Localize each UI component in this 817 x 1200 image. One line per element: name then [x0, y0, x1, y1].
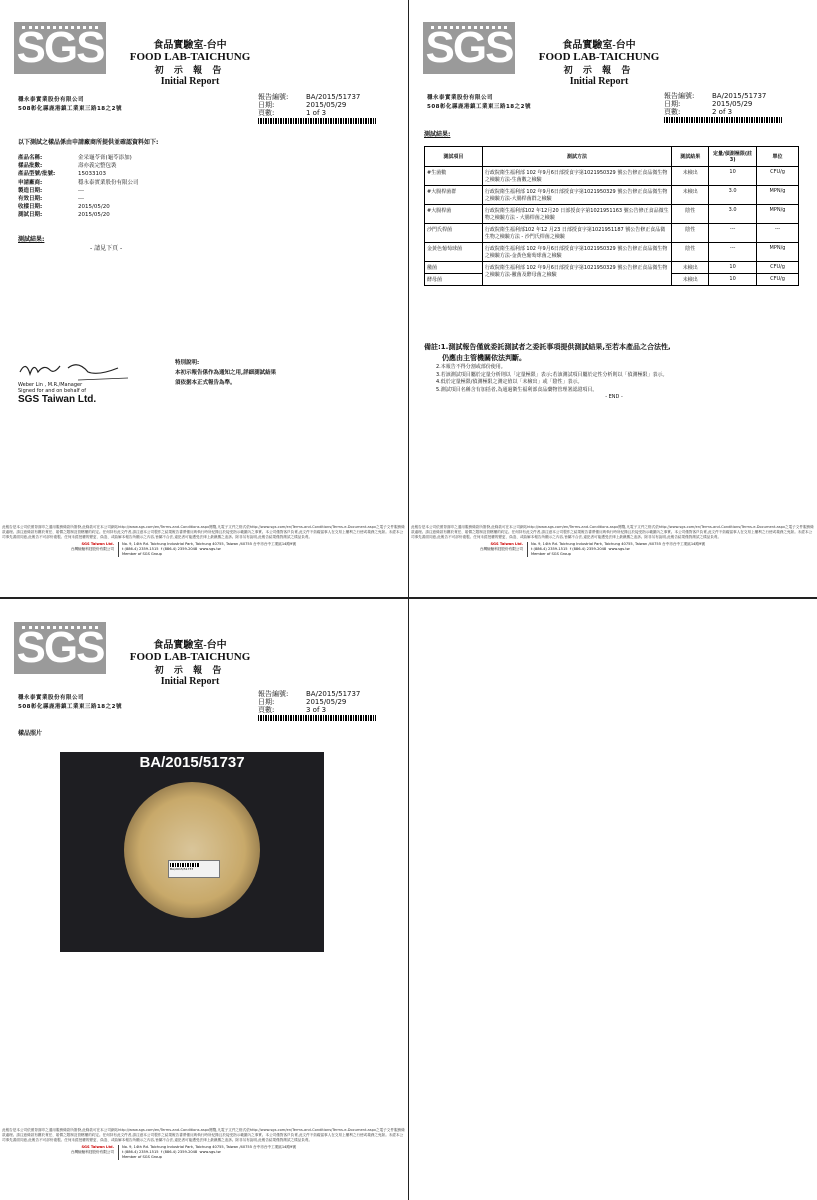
report-date-label: 日期:: [258, 101, 275, 109]
cell-result: 陰性: [672, 224, 709, 243]
remark-line: 仍應由主管機關依法判斷。: [442, 354, 526, 362]
info-row: [18, 179, 139, 187]
info-value: ---: [78, 196, 84, 203]
report-date: 2015/05/29: [712, 100, 753, 108]
cell-method: 行政院衛生福利部 102 年9月6日部授食字第1021950329 號公告修正食品微生物之檢驗方法-生菌數之檢驗: [482, 167, 671, 186]
signature-block: [18, 358, 148, 405]
page-divider-horizontal: [0, 597, 817, 599]
report-meta: [258, 93, 376, 124]
sample-photo: [60, 752, 324, 952]
lab-header: [519, 36, 679, 87]
footer-fax: f (886-4) 2359-2048: [160, 547, 198, 551]
info-key: 產品型號/批號:: [18, 171, 56, 178]
remark-line: 3.若該測試項目屬於定量分析則以「定量極限」表示;若該測試項目屬於定性分析則以「偵測極限」表示。: [436, 371, 668, 378]
report-no: BA/2015/51737: [306, 690, 361, 698]
report-type-en: Initial Report: [160, 76, 220, 87]
report-page-1: [0, 0, 408, 597]
report-meta: [664, 92, 782, 123]
remark-line: 5.測試項目名稱含有加括者,為通過衛生福利部食品藥物管理署認證項目。: [436, 386, 598, 393]
report-meta: [258, 690, 376, 721]
cell-item: #大腸桿菌: [425, 205, 483, 224]
info-key: 收樣日期:: [18, 204, 43, 211]
info-value: 壽亦義完整包裝: [78, 163, 117, 170]
footer-member: Member of SGS Group: [122, 552, 162, 556]
table-row: [425, 205, 799, 224]
lab-name-zh: 食品實驗室-台中: [562, 40, 636, 51]
client-name: 穩永泰實業股份有限公司: [18, 695, 85, 701]
info-value: ---: [78, 187, 84, 194]
cell-limit: 10: [709, 262, 757, 274]
info-value: 2015/05/20: [78, 204, 110, 211]
report-type-zh: 初 示 報 告: [154, 665, 226, 675]
results-table: [424, 146, 799, 286]
remarks: [424, 342, 804, 402]
report-no: BA/2015/51737: [306, 93, 361, 101]
info-row: [18, 195, 139, 203]
table-row: [425, 224, 799, 243]
info-key: 製造日期:: [18, 187, 43, 194]
footer-tel: t (886-4) 2359-1515: [122, 547, 159, 551]
cell-item: 金黃色葡萄球菌: [425, 243, 483, 262]
col-unit: 單位: [757, 147, 799, 167]
info-row: [18, 162, 139, 170]
client-address: 508彰化縣鹿港鎮工業東三路18之2號: [427, 104, 531, 110]
sgs-logo: SGS: [14, 22, 106, 74]
results-see-next: - 請見下頁 -: [90, 245, 123, 252]
results-label: 測試結果:: [424, 131, 451, 138]
client-block: [427, 94, 531, 112]
col-result: 測試結果: [672, 147, 709, 167]
cell-method: 行政院衛生福利部102 年12月20 日部授食字第1021951163 號公告修正食品微生物之檢驗方法 - 大腸桿菌之檢驗: [482, 205, 671, 224]
footer: [0, 1128, 408, 1160]
footer-company-zh: 台灣檢驗科技股份有限公司: [479, 547, 523, 551]
report-type-en: Initial Report: [569, 76, 629, 87]
cell-limit: ---: [709, 224, 757, 243]
cell-item: 黴菌: [425, 262, 483, 274]
cell-item: #生菌數: [425, 167, 483, 186]
cell-unit: MPN/g: [757, 186, 799, 205]
sample-dish: [124, 782, 260, 918]
product-info: [18, 154, 139, 220]
cell-result: 未檢出: [672, 262, 709, 274]
report-no-label: 報告編號:: [664, 92, 695, 100]
photo-label: 樣品照片: [18, 730, 43, 737]
note-line: 須依据本正式報告為準。: [175, 380, 236, 386]
special-note: [175, 358, 276, 388]
info-row: [18, 211, 139, 219]
footer-tel: t (886-4) 2359-1515: [122, 1150, 159, 1154]
table-row: [425, 243, 799, 262]
sgs-logo: SGS: [423, 22, 515, 74]
report-date-label: 日期:: [258, 698, 275, 706]
report-date-label: 日期:: [664, 100, 681, 108]
footer-company-zh: 台灣檢驗科技股份有限公司: [70, 1150, 114, 1154]
footer-member: Member of SGS Group: [122, 1155, 162, 1159]
lab-name-zh: 食品實驗室-台中: [153, 40, 227, 51]
lab-name-en: FOOD LAB-TAICHUNG: [129, 51, 251, 63]
cell-unit: CFU/g: [757, 167, 799, 186]
cell-unit: MPN/g: [757, 243, 799, 262]
col-method: 測試方法: [482, 147, 671, 167]
footer-disclaimer: 此報告是本公司依照背面印之通用服務條款所簽發,此條款可在本公司網站http://www.sgs.com/en/Terms-and-Conditions.aspx閱覽,凡電子文件之格式依http://www.sgs.com/en/Terms-and-Conditions/Terms-e-Document.aspx之電子文件服務條款處理。請注意條款有關於責任、賠償之限制及管轄權的約定。任何持有此文件者,請注意本公司製作之結果報告書將僅反映執行時所紀錄且於接受指示範圍內之事實。本公司僅對客戶負責,此文件不妨礙當事人在交易上權利之行使或義務之免除。未經本公司事先書面同意,此報告不可部份複製。任何未經授權的變更、偽造、或曲解本報告所顯示之內容,皆屬不合法,違犯者可能遭受法律上最嚴厲之追訴。除非另有說明,此報告結果僅對測試之樣品負責。: [411, 525, 814, 539]
remark-line: 4.低於定量極限/偵測極限之測定值以「未檢出」或「陰性」表示。: [436, 379, 583, 385]
cell-method: 行政院衛生福利部102 年12 月23 日部授食字第1021951187 號公告修正食品微生物之檢驗方法 - 沙門氏桿菌之檢驗: [482, 224, 671, 243]
footer-web: www.sgs.tw: [199, 1150, 221, 1154]
report-type-zh: 初 示 報 告: [154, 65, 226, 75]
cell-method: 行政院衛生福利部 102 年9月6日部授食字第1021950329 號公告修正食品微生物之檢驗方法-黴菌及酵母菌之檢驗: [482, 262, 671, 286]
footer: [409, 525, 817, 557]
footer-disclaimer: 此報告是本公司依照背面印之通用服務條款所簽發,此條款可在本公司網站http://www.sgs.com/en/Terms-and-Conditions.aspx閱覽,凡電子文件之格式依http://www.sgs.com/en/Terms-and-Conditions/Terms-e-Document.aspx之電子文件服務條款處理。請注意條款有關於責任、賠償之限制及管轄權的約定。任何持有此文件者,請注意本公司製作之結果報告書將僅反映執行時所紀錄且於接受指示範圍內之事實。本公司僅對客戶負責,此文件不妨礙當事人在交易上權利之行使或義務之免除。未經本公司事先書面同意,此報告不可部份複製。任何未經授權的變更、偽造、或曲解本報告所顯示之內容,皆屬不合法,違犯者可能遭受法律上最嚴厲之追訴。除非另有說明,此報告結果僅對測試之樣品負責。: [2, 1128, 405, 1142]
footer-address: No. 9, 14th Rd. Taichung Industrial Park, Taichung 40755, Taiwan /40755 台中市台中工業區14路9號: [122, 1145, 296, 1149]
report-page: 2 of 3: [712, 108, 733, 116]
report-page-2: [409, 0, 817, 597]
signer-company: SGS Taiwan Ltd.: [18, 394, 97, 405]
footer-web: www.sgs.tw: [199, 547, 221, 551]
footer-tel: t (886-4) 2359-1515: [531, 547, 568, 551]
col-item: 測試項目: [425, 147, 483, 167]
info-value: 2015/05/20: [78, 212, 110, 219]
footer-company: SGS Taiwan Ltd.: [81, 1145, 114, 1149]
client-name: 穩永泰實業股份有限公司: [18, 97, 85, 103]
footer-company: SGS Taiwan Ltd.: [490, 542, 523, 546]
photo-caption: BA/2015/51737: [139, 754, 245, 771]
info-key: 樣品批數:: [18, 163, 43, 170]
barcode: [258, 118, 376, 124]
footer-company: SGS Taiwan Ltd.: [81, 542, 114, 546]
footer: [0, 525, 408, 557]
cell-unit: CFU/g: [757, 274, 799, 286]
barcode: [258, 715, 376, 721]
report-type-en: Initial Report: [160, 676, 220, 687]
signed-for: Signed for and on behalf of: [18, 388, 87, 394]
footer-address: No. 9, 14th Rd. Taichung Industrial Park, Taichung 40755, Taiwan /40755 台中市台中工業區14路9號: [531, 542, 705, 546]
cell-result: 陰性: [672, 205, 709, 224]
info-row: [18, 154, 139, 162]
table-row: [425, 262, 799, 274]
report-date: 2015/05/29: [306, 698, 347, 706]
report-page-3: [0, 600, 408, 1200]
cell-item: 沙門氏桿菌: [425, 224, 483, 243]
cell-unit: MPN/g: [757, 205, 799, 224]
info-value: 金采龜苓膏(龜苓添加): [78, 155, 132, 161]
signer-name: Weber Lin , M.R./Manager: [18, 382, 83, 388]
client-block: [18, 96, 122, 114]
intro-text: 以下測試之樣品係由申請廠商所提供並確認資料如下:: [18, 139, 159, 146]
cell-limit: 10: [709, 167, 757, 186]
info-key: 有效日期:: [18, 196, 43, 203]
cell-method: 行政院衛生福利部 102 年9月6日部授食字第1021950329 號公告修正食品微生物之檢驗方法-金黃色葡萄球菌之檢驗: [482, 243, 671, 262]
report-page-label: 頁數:: [258, 706, 275, 714]
report-no: BA/2015/51737: [712, 92, 767, 100]
signature-image: [18, 358, 138, 382]
sample-sticker: BA/2015/51737: [168, 860, 220, 878]
footer-fax: f (886-4) 2359-2048: [569, 547, 607, 551]
lab-name-en: FOOD LAB-TAICHUNG: [129, 651, 251, 663]
lab-name-en: FOOD LAB-TAICHUNG: [538, 51, 660, 63]
report-page-label: 頁數:: [664, 108, 681, 116]
footer-address: No. 9, 14th Rd. Taichung Industrial Park, Taichung 40755, Taiwan /40755 台中市台中工業區14路9號: [122, 542, 296, 546]
report-page: 1 of 3: [306, 109, 327, 117]
report-date: 2015/05/29: [306, 101, 347, 109]
info-row: [18, 203, 139, 211]
cell-item: 酵母菌: [425, 274, 483, 286]
info-row: [18, 170, 139, 178]
cell-method: 行政院衛生福利部 102 年9月6日部授食字第1021950329 號公告修正食品微生物之檢驗方法-大腸桿菌群之檢驗: [482, 186, 671, 205]
end-marker: - END -: [605, 394, 623, 400]
lab-header: [110, 36, 270, 87]
info-row: [18, 187, 139, 195]
cell-limit: 10: [709, 274, 757, 286]
footer-disclaimer: 此報告是本公司依照背面印之通用服務條款所簽發,此條款可在本公司網站http://www.sgs.com/en/Terms-and-Conditions.aspx閱覽,凡電子文件之格式依http://www.sgs.com/en/Terms-and-Conditions/Terms-e-Document.aspx之電子文件服務條款處理。請注意條款有關於責任、賠償之限制及管轄權的約定。任何持有此文件者,請注意本公司製作之結果報告書將僅反映執行時所紀錄且於接受指示範圍內之事實。本公司僅對客戶負責,此文件不妨礙當事人在交易上權利之行使或義務之免除。未經本公司事先書面同意,此報告不可部份複製。任何未經授權的變更、偽造、或曲解本報告所顯示之內容,皆屬不合法,違犯者可能遭受法律上最嚴厲之追訴。除非另有說明,此報告結果僅對測試之樣品負責。: [2, 525, 405, 539]
note-title: 特別說明:: [175, 360, 200, 366]
table-header-row: [425, 147, 799, 167]
cell-item: #大腸桿菌群: [425, 186, 483, 205]
info-value: 穩永泰實業股份有限公司: [78, 179, 139, 186]
footer-web: www.sgs.tw: [608, 547, 630, 551]
client-block: [18, 694, 122, 712]
report-page-label: 頁數:: [258, 109, 275, 117]
report-no-label: 報告編號:: [258, 93, 289, 101]
cell-result: 未檢出: [672, 186, 709, 205]
blank-page: [409, 600, 817, 1200]
remark-line: 備註:1.測試報告僅就委託測試者之委託事項提供測試結果,至若本產品之合法性,: [424, 343, 671, 351]
barcode: [664, 117, 782, 123]
cell-limit: ---: [709, 243, 757, 262]
info-key: 產品名稱:: [18, 155, 43, 161]
lab-header: [110, 636, 270, 687]
results-label: 測試結果:: [18, 236, 45, 243]
client-address: 508彰化縣鹿港鎮工業東三路18之2號: [18, 704, 122, 710]
note-line: 本初示報告係作為通知之用,詳細測試結果: [175, 370, 277, 376]
remark-line: 2.本報告不得分割或部份使用。: [436, 364, 506, 370]
table-row: [425, 167, 799, 186]
info-key: 測試日期:: [18, 212, 43, 219]
cell-result: 未檢出: [672, 167, 709, 186]
footer-member: Member of SGS Group: [531, 552, 571, 556]
cell-limit: 3.0: [709, 186, 757, 205]
info-key: 申請廠商:: [18, 179, 43, 186]
report-page: 3 of 3: [306, 706, 327, 714]
sgs-logo: SGS: [14, 622, 106, 674]
footer-company-zh: 台灣檢驗科技股份有限公司: [70, 547, 114, 551]
table-row: [425, 186, 799, 205]
cell-unit: ---: [757, 224, 799, 243]
cell-result: 陰性: [672, 243, 709, 262]
info-value: 15033103: [78, 171, 106, 178]
cell-unit: CFU/g: [757, 262, 799, 274]
col-limit: 定量/偵測極限(註3): [709, 147, 757, 167]
lab-name-zh: 食品實驗室-台中: [153, 640, 227, 651]
cell-result: 未檢出: [672, 274, 709, 286]
report-type-zh: 初 示 報 告: [563, 65, 635, 75]
report-no-label: 報告編號:: [258, 690, 289, 698]
footer-fax: f (886-4) 2359-2048: [160, 1150, 198, 1154]
client-name: 穩永泰實業股份有限公司: [427, 95, 494, 101]
client-address: 508彰化縣鹿港鎮工業東三路18之2號: [18, 106, 122, 112]
cell-limit: 3.0: [709, 205, 757, 224]
